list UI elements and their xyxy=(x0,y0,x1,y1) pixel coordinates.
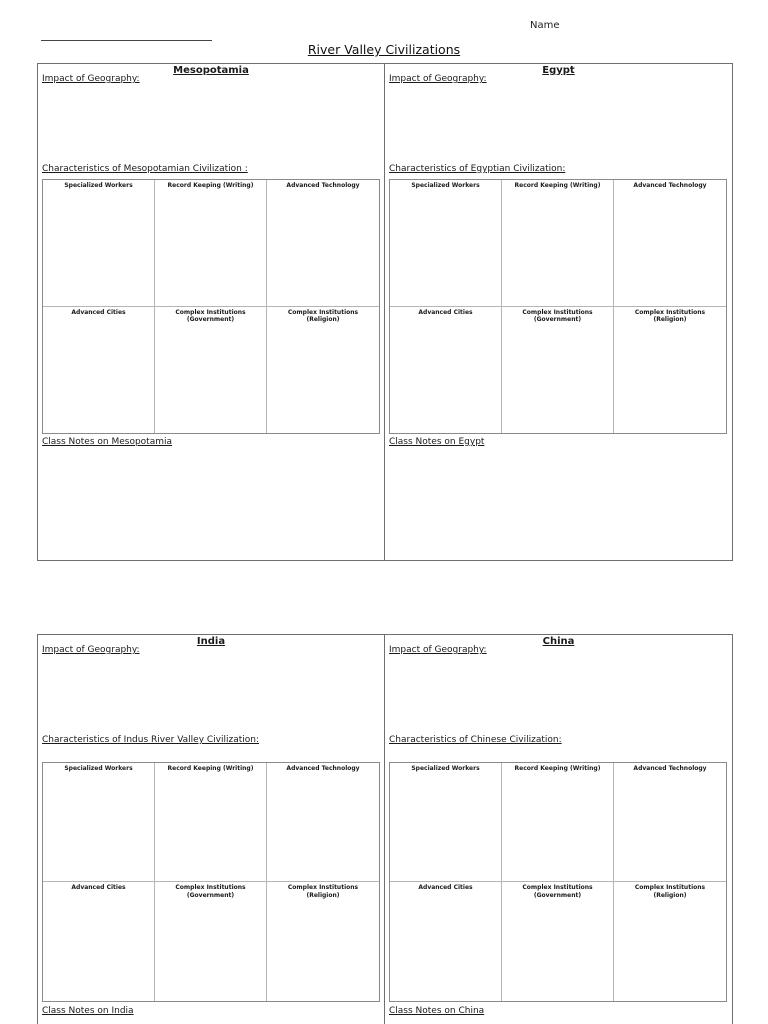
class-notes-label: Class Notes on Egypt xyxy=(389,437,485,447)
characteristics-label: Characteristics of Mesopotamian Civilization : xyxy=(42,164,248,174)
cell-advanced-technology[interactable]: Advanced Technology xyxy=(614,180,726,307)
name-line[interactable] xyxy=(41,40,212,41)
characteristics-label: Characteristics of Egyptian Civilization: xyxy=(389,164,566,174)
cell-advanced-cities[interactable]: Advanced Cities xyxy=(390,307,502,434)
cell-specialized-workers[interactable]: Specialized Workers xyxy=(390,763,502,882)
cell-advanced-cities[interactable]: Advanced Cities xyxy=(43,882,155,1001)
region-panel-egypt xyxy=(384,63,733,561)
region-title: Egypt xyxy=(542,65,575,76)
cell-specialized-workers[interactable]: Specialized Workers xyxy=(43,180,155,307)
cell-complex-institutions-religion[interactable]: Complex Institutions (Religion) xyxy=(287,308,359,323)
geography-label: Impact of Geography: xyxy=(389,645,487,655)
cell-advanced-technology[interactable]: Advanced Technology xyxy=(267,180,379,307)
characteristics-grid xyxy=(42,179,380,434)
name-label: Name xyxy=(530,20,560,31)
cell-complex-institutions-government[interactable]: Complex Institutions (Government) xyxy=(155,882,267,1001)
cell-advanced-technology[interactable]: Advanced Technology xyxy=(614,763,726,882)
characteristics-label: Characteristics of Indus River Valley Civilization: xyxy=(42,735,260,745)
cell-specialized-workers[interactable]: Specialized Workers xyxy=(43,763,155,882)
class-notes-label: Class Notes on India xyxy=(42,1006,134,1016)
cell-advanced-cities[interactable]: Advanced Cities xyxy=(390,882,502,1001)
region-title: China xyxy=(542,636,575,647)
region-panel-india xyxy=(37,634,384,1024)
cell-record-keeping[interactable]: Record Keeping (Writing) xyxy=(155,763,267,882)
cell-record-keeping[interactable]: Record Keeping (Writing) xyxy=(155,180,267,307)
region-panel-mesopotamia xyxy=(37,63,384,561)
region-title: India xyxy=(196,636,226,647)
geography-label: Impact of Geography: xyxy=(389,74,487,84)
cell-record-keeping[interactable]: Record Keeping (Writing) xyxy=(502,180,614,307)
characteristics-grid xyxy=(42,762,380,1002)
region-title: Mesopotamia xyxy=(173,65,249,76)
geography-label: Impact of Geography: xyxy=(42,74,140,84)
cell-record-keeping[interactable]: Record Keeping (Writing) xyxy=(502,763,614,882)
region-panel-china xyxy=(384,634,733,1024)
cell-complex-institutions-religion[interactable]: Complex Institutions (Religion) xyxy=(287,884,359,899)
class-notes-label: Class Notes on China xyxy=(389,1006,485,1016)
cell-advanced-technology[interactable]: Advanced Technology xyxy=(267,763,379,882)
cell-complex-institutions-government[interactable]: Complex Institutions (Government) xyxy=(502,307,614,434)
document-title: River Valley Civilizations xyxy=(307,42,461,57)
characteristics-grid xyxy=(389,762,727,1002)
cell-specialized-workers[interactable]: Specialized Workers xyxy=(390,180,502,307)
cell-complex-institutions-government[interactable]: Complex Institutions (Government) xyxy=(502,882,614,1001)
class-notes-label: Class Notes on Mesopotamia xyxy=(42,437,173,447)
cell-complex-institutions-religion[interactable]: Complex Institutions (Religion) xyxy=(634,308,706,323)
cell-complex-institutions-religion[interactable]: Complex Institutions (Religion) xyxy=(634,884,706,899)
characteristics-grid xyxy=(389,179,727,434)
geography-label: Impact of Geography: xyxy=(42,645,140,655)
cell-advanced-cities[interactable]: Advanced Cities xyxy=(43,307,155,434)
characteristics-label: Characteristics of Chinese Civilization: xyxy=(389,735,562,745)
cell-complex-institutions-government[interactable]: Complex Institutions (Government) xyxy=(155,307,267,434)
